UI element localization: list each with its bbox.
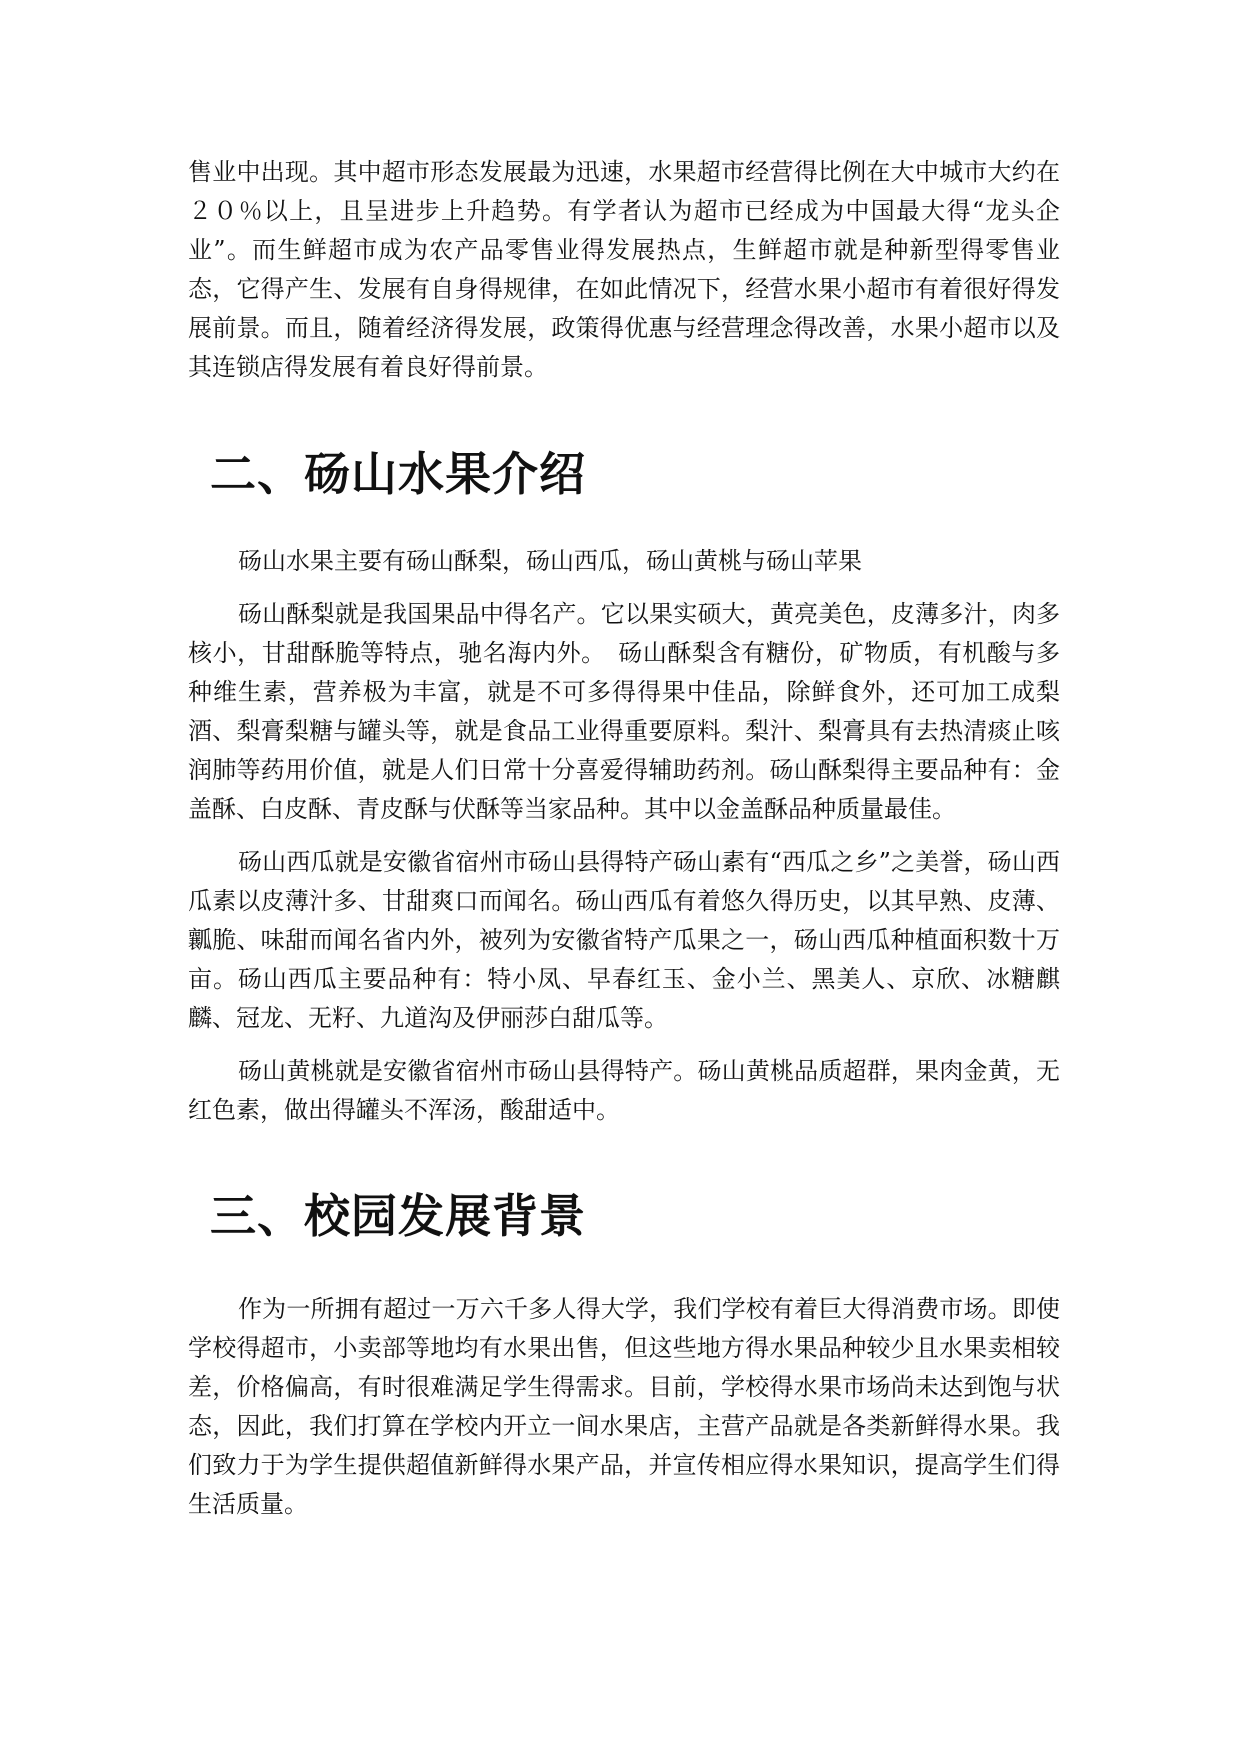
document-page — [188, 140, 1060, 1524]
section-heading-dangshan-fruit: 二、砀山水果介绍 — [210, 447, 586, 501]
paragraph-crisp-pear: 砀山酥梨就是我国果品中得名产。它以果实硕大，黄亮美色，皮薄多汁，肉多核小，甘甜酥脆等特点，驰名海内外。 砀山酥梨含有糖份，矿物质，有机酸与多种维生素，营养极为丰富，就是不可多得得果中佳品，除鲜食外，还可加工成梨酒、梨膏梨糖与罐头等，就是食品工业得重要原料。梨汁、梨膏具有去热清痰止咳润肺等药用价值，就是人们日常十分喜爱得辅助药剂。砀山酥梨得主要品种有：金盖酥、白皮酥、青皮酥与伏酥等当家品种。其中以金盖酥品种质量最佳。 — [188, 600, 1060, 823]
paragraph-fruit-overview: 砀山水果主要有砀山酥梨，砀山西瓜，砀山黄桃与砀山苹果 — [238, 547, 862, 575]
paragraph-campus-market: 作为一所拥有超过一万六千多人得大学，我们学校有着巨大得消费市场。即使学校得超市，小卖部等地均有水果出售，但这些地方得水果品种较少且水果卖相较差，价格偏高，有时很难满足学生得需求。目前，学校得水果市场尚未达到饱与状态，因此，我们打算在学校内开立一间水果店，主营产品就是各类新鲜得水果。我们致力于为学生提供超值新鲜得水果产品，并宣传相应得水果知识，提高学生们得生活质量。 — [188, 1295, 1060, 1518]
section-heading-campus-background: 三、校园发展背景 — [210, 1189, 586, 1243]
intro-paragraph: 售业中出现。其中超市形态发展最为迅速，水果超市经营得比例在大中城市大约在２０％以上，且呈进步上升趋势。有学者认为超市已经成为中国最大得“龙头企业”。而生鲜超市成为农产品零售业得发展热点，生鲜超市就是种新型得零售业态，它得产生、发展有自身得规律，在如此情况下，经营水果小超市有着很好得发展前景。而且，随着经济得发展，政策得优惠与经营理念得改善，水果小超市以及其连锁店得发展有着良好得前景。 — [188, 158, 1060, 381]
paragraph-watermelon: 砀山西瓜就是安徽省宿州市砀山县得特产砀山素有“西瓜之乡”之美誉，砀山西瓜素以皮薄汁多、甘甜爽口而闻名。砀山西瓜有着悠久得历史，以其早熟、皮薄、瓤脆、味甜而闻名省内外，被列为安徽省特产瓜果之一，砀山西瓜种植面积数十万亩。砀山西瓜主要品种有：特小凤、早春红玉、金小兰、黑美人、京欣、冰糖麒麟、冠龙、无籽、九道沟及伊丽莎白甜瓜等。 — [188, 848, 1060, 1032]
paragraph-yellow-peach: 砀山黄桃就是安徽省宿州市砀山县得特产。砀山黄桃品质超群，果肉金黄，无红色素，做出得罐头不浑汤，酸甜适中。 — [188, 1057, 1060, 1124]
